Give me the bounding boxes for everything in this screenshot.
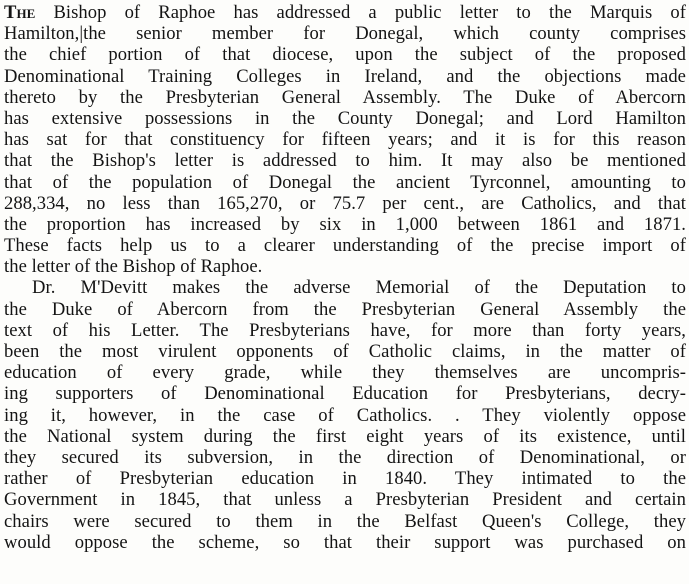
paragraph-2 <box>4 277 686 552</box>
article-line: The Bishop of Raphoe has addressed a public letter to the Marquis of <box>4 2 686 23</box>
article-line: the letter of the Bishop of Raphoe. <box>4 256 263 278</box>
article-line: ing it, however, in the case of Catholics. . They violently oppose <box>4 404 686 426</box>
article-line: would oppose the scheme, so that their support was purchased on <box>4 531 686 553</box>
article-line: has extensive possessions in the County Donegal; and Lord Hamilton <box>4 107 686 129</box>
paragraph-1 <box>4 2 686 277</box>
article-line: the chief portion of that diocese, upon the subject of the proposed <box>4 44 686 66</box>
article-line: thereto by the Presbyterian General Assembly. The Duke of Abercorn <box>4 86 686 108</box>
article-line: the proportion has increased by six in 1,000 between 1861 and 1871. <box>4 213 686 235</box>
article-line: Government in 1845, that unless a Presbyterian President and certain <box>4 489 686 511</box>
article-line: chairs were secured to them in the Belfast Queen's College, they <box>4 510 686 532</box>
article-line: the Duke of Abercorn from the Presbyterian General Assembly the <box>4 298 686 320</box>
article-line: that the Bishop's letter is addressed to him. It may also be mentioned <box>4 150 686 172</box>
article-line: These facts help us to a clearer understanding of the precise import of <box>4 235 686 257</box>
article-line: the National system during the first eight years of its existence, until <box>4 425 686 447</box>
article-line: education of every grade, while they themselves are uncompris- <box>4 362 686 384</box>
article-body <box>4 2 686 553</box>
article-line: been the most virulent opponents of Catholic claims, in the matter of <box>4 341 686 362</box>
article-line: they secured its subversion, in the direction of Denominational, or <box>4 446 686 468</box>
article-line: that of the population of Donegal the ancient Tyrconnel, amounting to <box>4 171 686 193</box>
article-line: Denominational Training Colleges in Ireland, and the objections made <box>4 65 686 87</box>
article-line: Hamilton,|the senior member for Donegal, which county comprises <box>4 23 686 45</box>
article-line: text of his Letter. The Presbyterians have, for more than forty years, <box>4 319 686 341</box>
article-line: ing supporters of Denominational Education for Presbyterians, decry- <box>4 383 686 405</box>
article-line: Dr. M'Devitt makes the adverse Memorial of the Deputation to <box>32 277 686 299</box>
lead-word: The <box>4 2 36 23</box>
article-line: has sat for that constituency for fifteen years; and it is for this reason <box>4 129 686 151</box>
article-line: rather of Presbyterian education in 1840. They intimated to the <box>4 468 686 490</box>
article-line: 288,334, no less than 165,270, or 75.7 per cent., are Catholics, and that <box>4 192 686 214</box>
